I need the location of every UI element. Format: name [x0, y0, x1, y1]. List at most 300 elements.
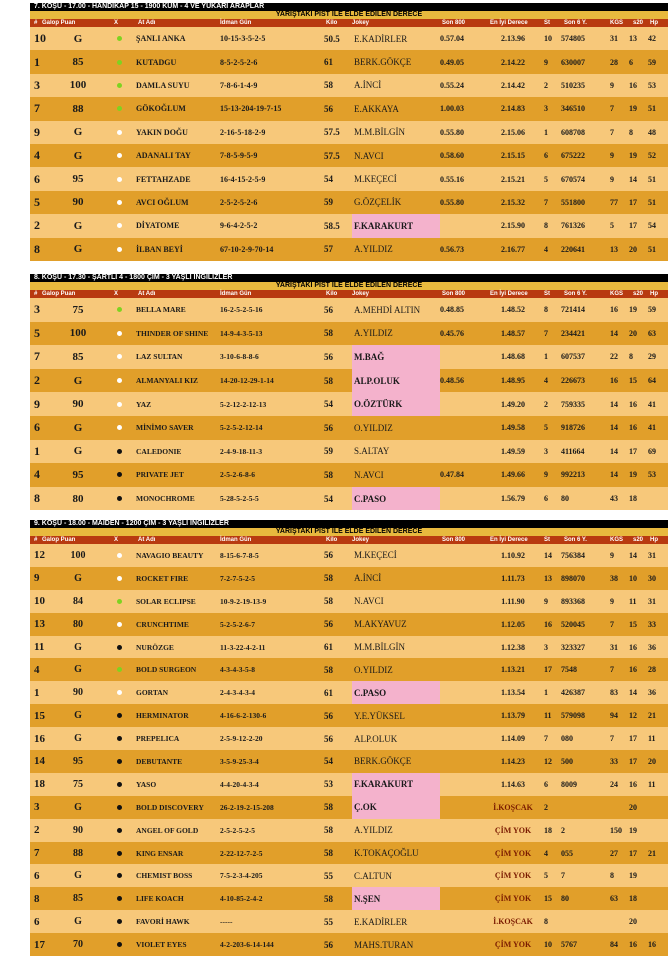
galop-score: 80: [73, 618, 83, 630]
race-table-body: [30, 298, 668, 510]
galop-score: 70: [73, 939, 83, 951]
table-row[interactable]: [30, 613, 668, 636]
best-time: 2.15.32: [501, 197, 525, 207]
horse-name: BELLA MARE: [136, 305, 186, 315]
status-dot: [112, 121, 126, 144]
table-row[interactable]: [30, 369, 668, 393]
table-row[interactable]: [30, 704, 668, 727]
horse-number: 8: [34, 491, 40, 506]
table-row[interactable]: [30, 910, 668, 933]
column-header-derece: En İyi Derece: [490, 291, 528, 297]
jockey-name: E.AKKAYA: [354, 103, 399, 114]
galop-score: G: [73, 149, 83, 162]
handicap-points: 41: [648, 423, 656, 433]
s20-value: 16: [629, 779, 637, 789]
s20-value: 20: [629, 244, 637, 254]
status-dot: [112, 704, 126, 727]
last-800: [440, 933, 486, 956]
horse-number: 9: [34, 124, 40, 139]
best-time: 1.48.95: [501, 376, 525, 386]
column-header-x: X: [114, 537, 119, 543]
last-6-races: 992213: [561, 470, 585, 480]
last-6-races: 346510: [561, 104, 585, 114]
status-dot: [112, 191, 126, 214]
best-time: İ.KOŞCAK: [493, 917, 533, 927]
last-800: [440, 392, 486, 416]
jockey-name: BERK.GÖKÇE: [354, 756, 412, 767]
weight: 57.5: [324, 127, 340, 138]
weight: 54: [324, 399, 333, 410]
kgs-value: 7: [610, 127, 614, 137]
table-row[interactable]: [30, 636, 668, 659]
status-dot-icon: [117, 83, 122, 88]
best-time: ÇİM YOK: [494, 848, 532, 858]
s20-value: 16: [629, 80, 637, 90]
horse-number: 1: [34, 54, 40, 69]
horse-number: 4: [34, 467, 40, 482]
start-position: 17: [544, 665, 552, 675]
race-subtitle: YARIŞTAKİ PİST İLE ELDE EDİLEN DERECE: [30, 528, 668, 536]
kgs-value: 77: [610, 197, 618, 207]
jockey-name: C.ALTUN: [354, 870, 392, 881]
best-time: 2.15.90: [501, 221, 525, 231]
column-header-kilo: Kilo: [326, 20, 338, 26]
best-time: 1.13.79: [501, 711, 525, 721]
start-position: 7: [544, 197, 548, 207]
galop-score: G: [74, 801, 82, 813]
weight: 58: [324, 893, 333, 904]
table-row[interactable]: [30, 121, 668, 144]
last-6-races: 579098: [561, 711, 585, 721]
table-row[interactable]: [30, 773, 668, 796]
weight: 56: [324, 351, 333, 362]
horse-name: ŞANLI ANKA: [136, 34, 186, 44]
table-row[interactable]: [30, 345, 668, 369]
status-dot-icon: [117, 690, 122, 695]
last-800: 0.58.60: [440, 151, 464, 161]
galop-score: 95: [72, 468, 84, 481]
jockey-name: M.KEÇECİ: [354, 550, 397, 561]
horse-number: 2: [34, 373, 40, 388]
table-row[interactable]: [30, 97, 668, 120]
kgs-value: 43: [610, 494, 618, 504]
s20-value: 19: [629, 305, 637, 315]
table-row[interactable]: [30, 796, 668, 819]
training-days: 4-3-4-3-5-8: [220, 665, 255, 675]
horse-name: KUTADGU: [136, 57, 177, 67]
galop-score: G: [74, 916, 82, 928]
status-dot-icon: [117, 873, 122, 878]
weight: 56: [324, 710, 333, 721]
best-time: 2.15.21: [501, 174, 525, 184]
table-row[interactable]: [30, 567, 668, 590]
status-dot-icon: [117, 622, 122, 627]
galop-score: 100: [69, 327, 87, 340]
training-days: 11-3-22-4-2-11: [220, 642, 266, 652]
horse-number: 7: [34, 349, 40, 364]
table-row[interactable]: [30, 681, 668, 704]
column-header-idman: İdman Gün: [220, 20, 252, 26]
kgs-value: 7: [610, 665, 614, 675]
horse-name: AVCI OĞLUM: [136, 197, 189, 207]
galop-score: 90: [72, 196, 84, 209]
s20-value: 19: [629, 871, 637, 881]
kgs-value: 7: [610, 619, 614, 629]
last-800: 0.56.73: [440, 244, 464, 254]
column-header-son6: Son 6 Y.: [564, 291, 587, 297]
table-row[interactable]: [30, 463, 668, 487]
best-time: 1.10.92: [501, 550, 525, 560]
best-time: 1.11.90: [501, 596, 525, 606]
training-days: 5-28-5-2-5-5: [220, 494, 259, 504]
start-position: 9: [544, 57, 548, 67]
status-dot: [112, 345, 126, 369]
weight: 58: [324, 80, 333, 91]
column-header-row: [30, 536, 668, 544]
last-6-races: 759335: [561, 399, 585, 409]
status-dot: [112, 487, 126, 511]
jockey-name: A.MEHDİ ALTIN: [354, 304, 421, 315]
horse-number: 6: [34, 869, 40, 882]
kgs-value: 5: [610, 221, 614, 231]
status-dot: [112, 910, 126, 933]
weight: 57: [324, 244, 333, 255]
table-row[interactable]: [30, 864, 668, 887]
last-6-races: 2: [561, 825, 565, 835]
training-days: 7-2-7-5-2-5: [220, 573, 255, 583]
last-6-races: 8009: [561, 779, 577, 789]
table-row[interactable]: [30, 322, 668, 346]
s20-value: 20: [629, 917, 637, 927]
best-time: 1.14.09: [501, 734, 525, 744]
best-time: 1.13.54: [501, 688, 525, 698]
kgs-value: 14: [610, 470, 618, 480]
training-days: 7-5-2-3-4-205: [220, 871, 263, 881]
best-time: ÇİM YOK: [494, 940, 532, 950]
s20-value: 14: [629, 688, 637, 698]
status-dot: [112, 590, 126, 613]
handicap-points: 69: [648, 446, 656, 456]
last-800: 0.57.04: [440, 34, 464, 44]
column-header-s20: s20: [633, 291, 644, 297]
horse-name: PRIVATE JET: [136, 470, 184, 480]
horse-number: 5: [34, 325, 40, 340]
galop-score: 88: [73, 847, 83, 859]
last-800: [440, 773, 486, 796]
table-row[interactable]: [30, 74, 668, 97]
galop-score: 90: [72, 398, 84, 411]
jockey-name: C.PASO: [352, 487, 440, 511]
training-days: 2-5-9-12-2-20: [220, 734, 263, 744]
galop-score: G: [73, 374, 83, 387]
column-header-son800: Son 800: [442, 291, 466, 297]
best-time: 1.49.20: [501, 399, 525, 409]
table-row[interactable]: [30, 50, 668, 73]
s20-value: 17: [629, 446, 637, 456]
table-row[interactable]: [30, 392, 668, 416]
kgs-value: 150: [610, 825, 622, 835]
handicap-points: 20: [648, 756, 656, 766]
table-row[interactable]: [30, 167, 668, 190]
kgs-value: 28: [610, 57, 618, 67]
best-time: 1.14.23: [501, 756, 525, 766]
best-time: 1.48.68: [501, 352, 525, 362]
horse-name: LAZ SULTAN: [136, 352, 183, 362]
last-800: [440, 864, 486, 887]
weight: 56: [324, 939, 333, 950]
table-row[interactable]: [30, 214, 668, 237]
start-position: 3: [544, 446, 548, 456]
s20-value: 16: [629, 940, 637, 950]
kgs-value: 84: [610, 940, 618, 950]
kgs-value: 9: [610, 80, 614, 90]
horse-name: BOLD DISCOVERY: [136, 802, 204, 812]
column-header-hp: Hp: [650, 537, 658, 543]
training-days: 26-2-19-2-15-208: [220, 802, 274, 812]
handicap-points: 16: [648, 940, 656, 950]
last-6-races: 5767: [561, 940, 577, 950]
jockey-name: A.YILDIZ: [354, 825, 393, 836]
kgs-value: [610, 796, 626, 819]
horse-name: CALEDONIE: [136, 446, 182, 456]
table-row[interactable]: [30, 727, 668, 750]
last-800: [440, 416, 486, 440]
s20-value: 19: [629, 825, 637, 835]
status-dot-icon: [117, 553, 122, 558]
table-row[interactable]: [30, 298, 668, 322]
s20-value: 20: [629, 802, 637, 812]
jockey-name: N.AVCI: [354, 150, 384, 161]
s20-value: 18: [629, 894, 637, 904]
start-position: 2: [544, 802, 548, 812]
s20-value: 17: [629, 221, 637, 231]
galop-score: 84: [73, 595, 83, 607]
best-time: 1.13.21: [501, 665, 525, 675]
galop-score: 85: [72, 56, 84, 69]
status-dot-icon: [117, 759, 122, 764]
training-days: 10-9-2-19-13-9: [220, 596, 267, 606]
last-6-races: 226673: [561, 376, 585, 386]
handicap-points: 29: [648, 352, 656, 362]
best-time: 1.56.79: [501, 494, 525, 504]
kgs-value: 14: [610, 328, 618, 338]
table-row[interactable]: [30, 144, 668, 167]
horse-name: YASO: [136, 779, 157, 789]
status-dot: [112, 567, 126, 590]
jockey-name: ALP.OLUK: [352, 369, 440, 393]
status-dot-icon: [117, 667, 122, 672]
horse-number: 8: [34, 892, 40, 905]
table-row[interactable]: [30, 416, 668, 440]
horse-name: KING ENSAR: [136, 848, 184, 858]
handicap-points: 33: [648, 619, 656, 629]
table-row[interactable]: [30, 819, 668, 842]
last-6-races: 7: [561, 871, 565, 881]
best-time: 1.11.73: [501, 573, 525, 583]
horse-name: İLBAN BEYİ: [136, 244, 183, 254]
s20-value: 19: [629, 151, 637, 161]
status-dot: [112, 842, 126, 865]
training-days: 2-5-2-5-2-6: [220, 197, 258, 207]
table-row[interactable]: [30, 887, 668, 910]
horse-name: VIOLET EYES: [136, 940, 187, 950]
table-row[interactable]: [30, 933, 668, 956]
last-6-races: 630007: [561, 57, 585, 67]
column-header-son800: Son 800: [442, 20, 466, 26]
handicap-points: 31: [648, 596, 656, 606]
start-position: 7: [544, 328, 548, 338]
start-position: 8: [544, 917, 548, 927]
training-days: 5-2-5-2-12-14: [220, 423, 263, 433]
training-days: 9-6-4-2-5-2: [220, 221, 258, 231]
kgs-value: 7: [610, 734, 614, 744]
status-dot-icon: [117, 576, 122, 581]
horse-name: FETTAHZADE: [136, 174, 191, 184]
column-header-x: X: [114, 291, 119, 297]
galop-score: G: [73, 445, 83, 458]
column-header-galop: Galop Puan: [42, 20, 76, 26]
best-time: 2.15.06: [501, 127, 525, 137]
kgs-value: 24: [610, 779, 618, 789]
training-days: 2-5-2-5-2-5: [220, 825, 255, 835]
horse-number: 2: [34, 824, 40, 837]
weight: 54: [324, 756, 333, 767]
galop-score: G: [73, 219, 83, 232]
handicap-points: 41: [648, 399, 656, 409]
s20-value: 14: [629, 174, 637, 184]
last-800: 0.47.84: [440, 470, 464, 480]
training-days: 4-10-85-2-4-2: [220, 894, 263, 904]
horse-number: 8: [34, 241, 40, 256]
status-dot-icon: [117, 851, 122, 856]
weight: 59: [324, 446, 333, 457]
start-position: 5: [544, 174, 548, 184]
table-row[interactable]: [30, 590, 668, 613]
horse-name: GORTAN: [136, 688, 169, 698]
galop-score: 88: [72, 102, 84, 115]
last-6-races: 520045: [561, 619, 585, 629]
table-row[interactable]: [30, 27, 668, 50]
galop-score: 100: [69, 79, 87, 92]
last-800: [440, 214, 486, 237]
last-6-races: 80: [561, 494, 569, 504]
weight: 61: [324, 687, 333, 698]
last-6-races: 607537: [561, 352, 585, 362]
status-dot-icon: [117, 307, 122, 312]
s20-value: 8: [629, 127, 633, 137]
s20-value: 13: [629, 34, 637, 44]
last-6-races: 893368: [561, 596, 585, 606]
training-days: 4-2-203-6-14-144: [220, 940, 274, 950]
handicap-points: 42: [648, 34, 656, 44]
status-dot: [112, 167, 126, 190]
status-dot: [112, 27, 126, 50]
training-days: 2-22-12-7-2-5: [220, 848, 263, 858]
horse-name: DİYATOME: [136, 221, 180, 231]
galop-score: G: [74, 664, 82, 676]
kgs-value: 14: [610, 399, 618, 409]
table-row[interactable]: [30, 440, 668, 464]
training-days: 5-2-12-2-12-13: [220, 399, 267, 409]
status-dot: [112, 369, 126, 393]
jockey-name: A.YILDIZ: [354, 244, 393, 255]
jockey-name: A.İNCİ: [354, 80, 382, 91]
last-6-races: 761326: [561, 221, 585, 231]
jockey-name: M.AKYAVUZ: [354, 619, 407, 630]
status-dot: [112, 887, 126, 910]
last-800: [440, 544, 486, 567]
column-header-son6: Son 6 Y.: [564, 20, 587, 26]
horse-number: 1: [34, 443, 40, 458]
horse-number: 3: [34, 302, 40, 317]
last-6-races: 510235: [561, 80, 585, 90]
weight: 58: [324, 848, 333, 859]
training-days: 10-15-3-5-2-5: [220, 34, 266, 44]
handicap-points: 59: [648, 305, 656, 315]
table-row[interactable]: [30, 842, 668, 865]
horse-name: ADANALI TAY: [136, 151, 191, 161]
galop-score: G: [74, 572, 82, 584]
status-dot-icon: [117, 354, 122, 359]
jockey-name: E.KADİRLER: [354, 33, 408, 44]
status-dot-icon: [117, 496, 122, 501]
status-dot-icon: [117, 331, 122, 336]
jockey-name: C.PASO: [352, 681, 440, 704]
table-row[interactable]: [30, 544, 668, 567]
column-header-derece: En İyi Derece: [490, 20, 528, 26]
handicap-points: 36: [648, 688, 656, 698]
column-header-kgs: KGS: [610, 20, 624, 26]
last-6-races: 551800: [561, 197, 585, 207]
start-position: 1: [544, 688, 548, 698]
horse-number: 12: [34, 549, 45, 562]
table-row[interactable]: [30, 487, 668, 511]
weight: 58.5: [324, 220, 340, 231]
handicap-points: 30: [648, 573, 656, 583]
horse-name: DAMLA SUYU: [136, 80, 190, 90]
table-row[interactable]: [30, 750, 668, 773]
status-dot-icon: [117, 599, 122, 604]
weight: 56: [324, 304, 333, 315]
kgs-value: 8: [610, 871, 614, 881]
status-dot-icon: [117, 425, 122, 430]
race-section: [30, 274, 668, 510]
last-800: 0.48.85: [440, 305, 464, 315]
s20-value: 8: [629, 352, 633, 362]
weight: 53: [324, 779, 333, 790]
horse-name: SOLAR ECLIPSE: [136, 596, 196, 606]
last-800: 0.49.05: [440, 57, 464, 67]
start-position: 4: [544, 848, 548, 858]
table-row[interactable]: [30, 238, 668, 261]
last-6-races: 220641: [561, 244, 585, 254]
last-6-races: 670574: [561, 174, 585, 184]
table-row[interactable]: [30, 658, 668, 681]
table-row[interactable]: [30, 191, 668, 214]
horse-name: GÖKOĞLUM: [136, 104, 186, 114]
last-800: [440, 345, 486, 369]
last-800: 0.55.80: [440, 127, 464, 137]
weight: 56: [324, 619, 333, 630]
start-position: 4: [544, 376, 548, 386]
handicap-points: 48: [648, 127, 656, 137]
start-position: 8: [544, 221, 548, 231]
kgs-value: 94: [610, 711, 618, 721]
start-position: 14: [544, 550, 552, 560]
status-dot-icon: [117, 378, 122, 383]
status-dot-icon: [117, 247, 122, 252]
horse-number: 2: [34, 218, 40, 233]
